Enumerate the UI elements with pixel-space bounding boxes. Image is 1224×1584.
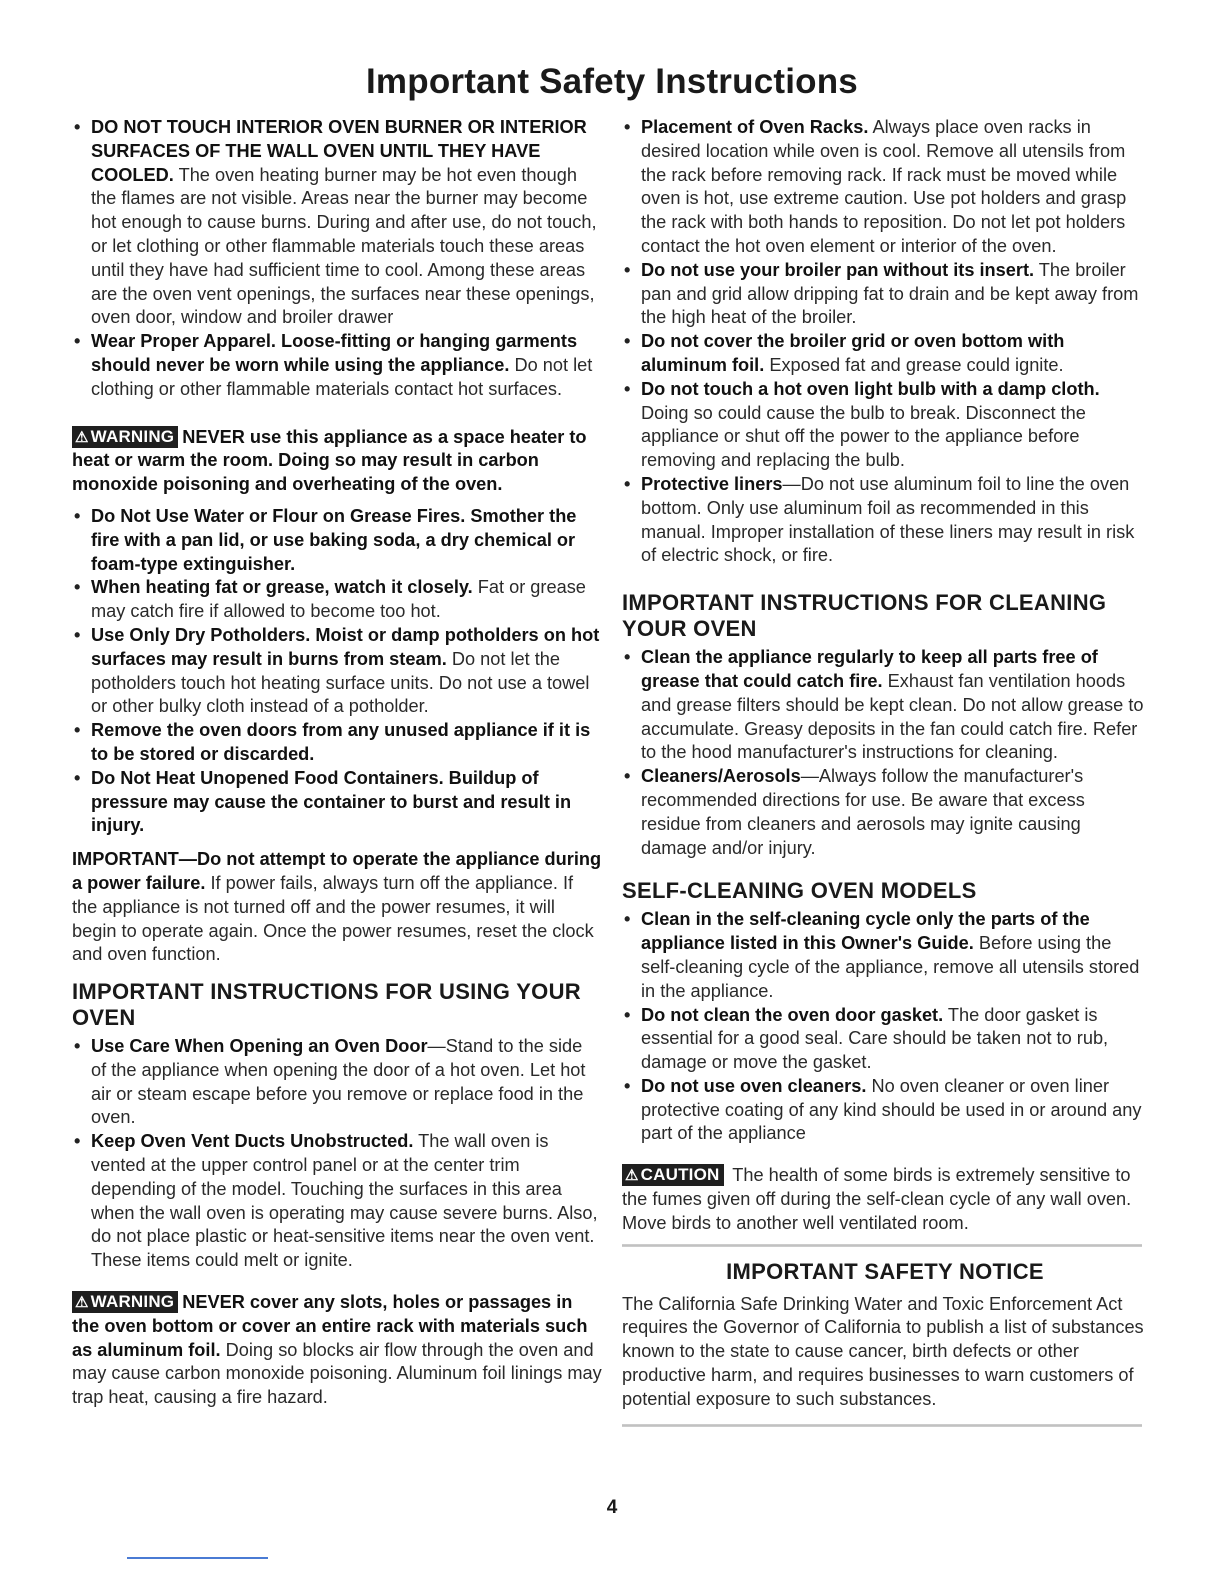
caution-triangle-icon: ⚠ [625,1167,639,1185]
section-heading-using: IMPORTANT INSTRUCTIONS FOR USING YOUR OVEN [72,979,581,1031]
right-column [622,116,1148,1427]
list-item: • Cleaners/Aerosols—Always follow the manufacturer's recommended directions for use. Be aware that excess residue from cleaners and aerosols may ignite causing damage and/or injury. [622,765,1148,860]
list-item: • Protective liners—Do not use aluminum foil to line the oven bottom. Only use aluminum foil as recommended in this manual. Improper installation of these liners may result in risk of electric shock, or fire. [622,473,1148,568]
warning-triangle-icon: ⚠ [75,428,89,446]
list-item: • Wear Proper Apparel. Loose-fitting or hanging garments should never be worn while using the appliance. Do not let clothing or other flammable materials contact hot surfaces. [72,330,602,401]
grease-fire-bullets [72,505,602,838]
list-item: • Remove the oven doors from any unused appliance if it is to be stored or discarded. [72,719,602,767]
list-item: • Do Not Heat Unopened Food Containers. Buildup of pressure may cause the container to burst and result in injury. [72,767,602,838]
list-item: • Do not touch a hot oven light bulb with a damp cloth. Doing so could cause the bulb to break. Disconnect the appliance or shut off the power to the appliance before removing and replacing the bulb. [622,378,1148,473]
warning-triangle-icon: ⚠ [75,1294,89,1312]
warning-cover-slots: ⚠ WARNING NEVER cover any slots, holes or passages in the oven bottom or cover an entire rack with materials such as aluminum foil. Doing so blocks air flow through the oven and may cause carbon monoxide poisoning. Aluminum foil linings may trap heat, causing a fire hazard. [72,1292,602,1408]
list-item: • Use Only Dry Potholders. Moist or damp potholders on hot surfaces may result in burns from steam. Do not let the potholders touch hot heating surface units. Do not use a towel or other bulky cloth instead of a potholder. [72,624,602,719]
list-item: • Do not use oven cleaners. No oven cleaner or oven liner protective coating of any kind should be used in or around any part of the appliance [622,1075,1148,1146]
divider [622,1424,1142,1427]
list-item: • DO NOT TOUCH INTERIOR OVEN BURNER OR INTERIOR SURFACES OF THE WALL OVEN UNTIL THEY HAVE COOLED. The oven heating burner may be hot even though the flames are not visible. Areas near the burner may become hot enough to cause burns. During and after use, do not touch, or let clothing or other flammable materials touch these areas until they have had sufficient time to cool. Among these areas are the oven vent openings, the surfaces near these openings, oven door, window and broiler drawer [72,116,602,330]
list-item: • Do not use your broiler pan without its insert. The broiler pan and grid allow dripping fat to drain and be kept away from the high heat of the broiler. [622,259,1148,330]
caution-birds: ⚠ CAUTION The health of some birds is extremely sensitive to the fumes given off during the self-clean cycle of any wall oven. Move birds to another well ventilated room. [622,1165,1132,1233]
list-item: • Do not clean the oven door gasket. The door gasket is essential for a good seal. Care should be taken not to rub, damage or move the gasket. [622,1004,1148,1075]
safety-bullets-top [72,116,602,402]
warning-badge: ⚠ WARNING [72,426,178,448]
list-item: • When heating fat or grease, watch it closely. Fat or grease may catch fire if allowed to become too hot. [72,576,602,624]
notice-body: The California Safe Drinking Water and Toxic Enforcement Act requires the Governor of California to publish a list of substances known to the state to cause cancer, birth defects or other productive harm, and requires businesses to warn customers of potential exposure to such substances. [622,1293,1144,1409]
notice-heading: IMPORTANT SAFETY NOTICE [726,1258,1044,1284]
list-item: • Do Not Use Water or Flour on Grease Fires. Smother the fire with a pan lid, or use baking soda, a dry chemical or foam-type extinguisher. [72,505,602,576]
caution-badge: ⚠ CAUTION [622,1164,724,1186]
warning-space-heater: ⚠ WARNING NEVER use this appliance as a space heater to heat or warm the room. Doing so may result in carbon monoxide poisoning and overheating of the oven. [72,426,587,495]
power-failure-note: IMPORTANT—Do not attempt to operate the appliance during a power failure. If power fails, always turn off the appliance. If the appliance is not turned off and the power resumes, it will begin to operate again. Once the power resumes, reset the clock and oven function. [72,849,602,965]
using-oven-bullets [72,1035,602,1273]
left-column [72,116,602,1416]
cleaning-bullets [622,646,1148,860]
divider [622,1244,1142,1247]
list-item: • Use Care When Opening an Oven Door—Stand to the side of the appliance when opening the door of a hot oven. Let hot air or steam escape before you remove or replace food in the oven. [72,1035,602,1130]
section-heading-cleaning: IMPORTANT INSTRUCTIONS FOR CLEANING YOUR OVEN [622,590,1107,642]
self-cleaning-bullets [622,908,1148,1146]
rack-bulb-bullets [622,116,1148,568]
warning-badge: ⚠ WARNING [72,1291,178,1313]
list-item: • Keep Oven Vent Ducts Unobstructed. The wall oven is vented at the upper control panel or at the center trim depending of the model. Touching the surfaces in this area when the wall oven is operating may cause severe burns. Also, do not place plastic or heat-sensitive items near the oven vent. These items could melt or ignite. [72,1130,602,1273]
section-heading-self-cleaning: SELF-CLEANING OVEN MODELS [622,878,977,904]
footer-line [127,1557,268,1559]
list-item: • Clean the appliance regularly to keep all parts free of grease that could catch fire. Exhaust fan ventilation hoods and grease filters should be kept clean. Do not allow grease to accumulate. Greasy deposits in the fan could catch fire. Refer to the hood manufacturer's instructions for cleaning. [622,646,1148,765]
list-item: • Placement of Oven Racks. Always place oven racks in desired location while oven is cool. Remove all utensils from the rack before removing rack. If rack must be moved while oven is hot, use extreme caution. Use pot holders and grasp the rack with both hands to reposition. Do not let pot holders contact the hot oven element or interior of the oven. [622,116,1148,259]
list-item: • Clean in the self-cleaning cycle only the parts of the appliance listed in this Owner's Guide. Before using the self-cleaning cycle of the appliance, remove all utensils stored in the appliance. [622,908,1148,1003]
page-title: Important Safety Instructions [366,62,858,101]
list-item: • Do not cover the broiler grid or oven bottom with aluminum foil. Exposed fat and grease could ignite. [622,330,1148,378]
page-number: 4 [606,1497,618,1518]
